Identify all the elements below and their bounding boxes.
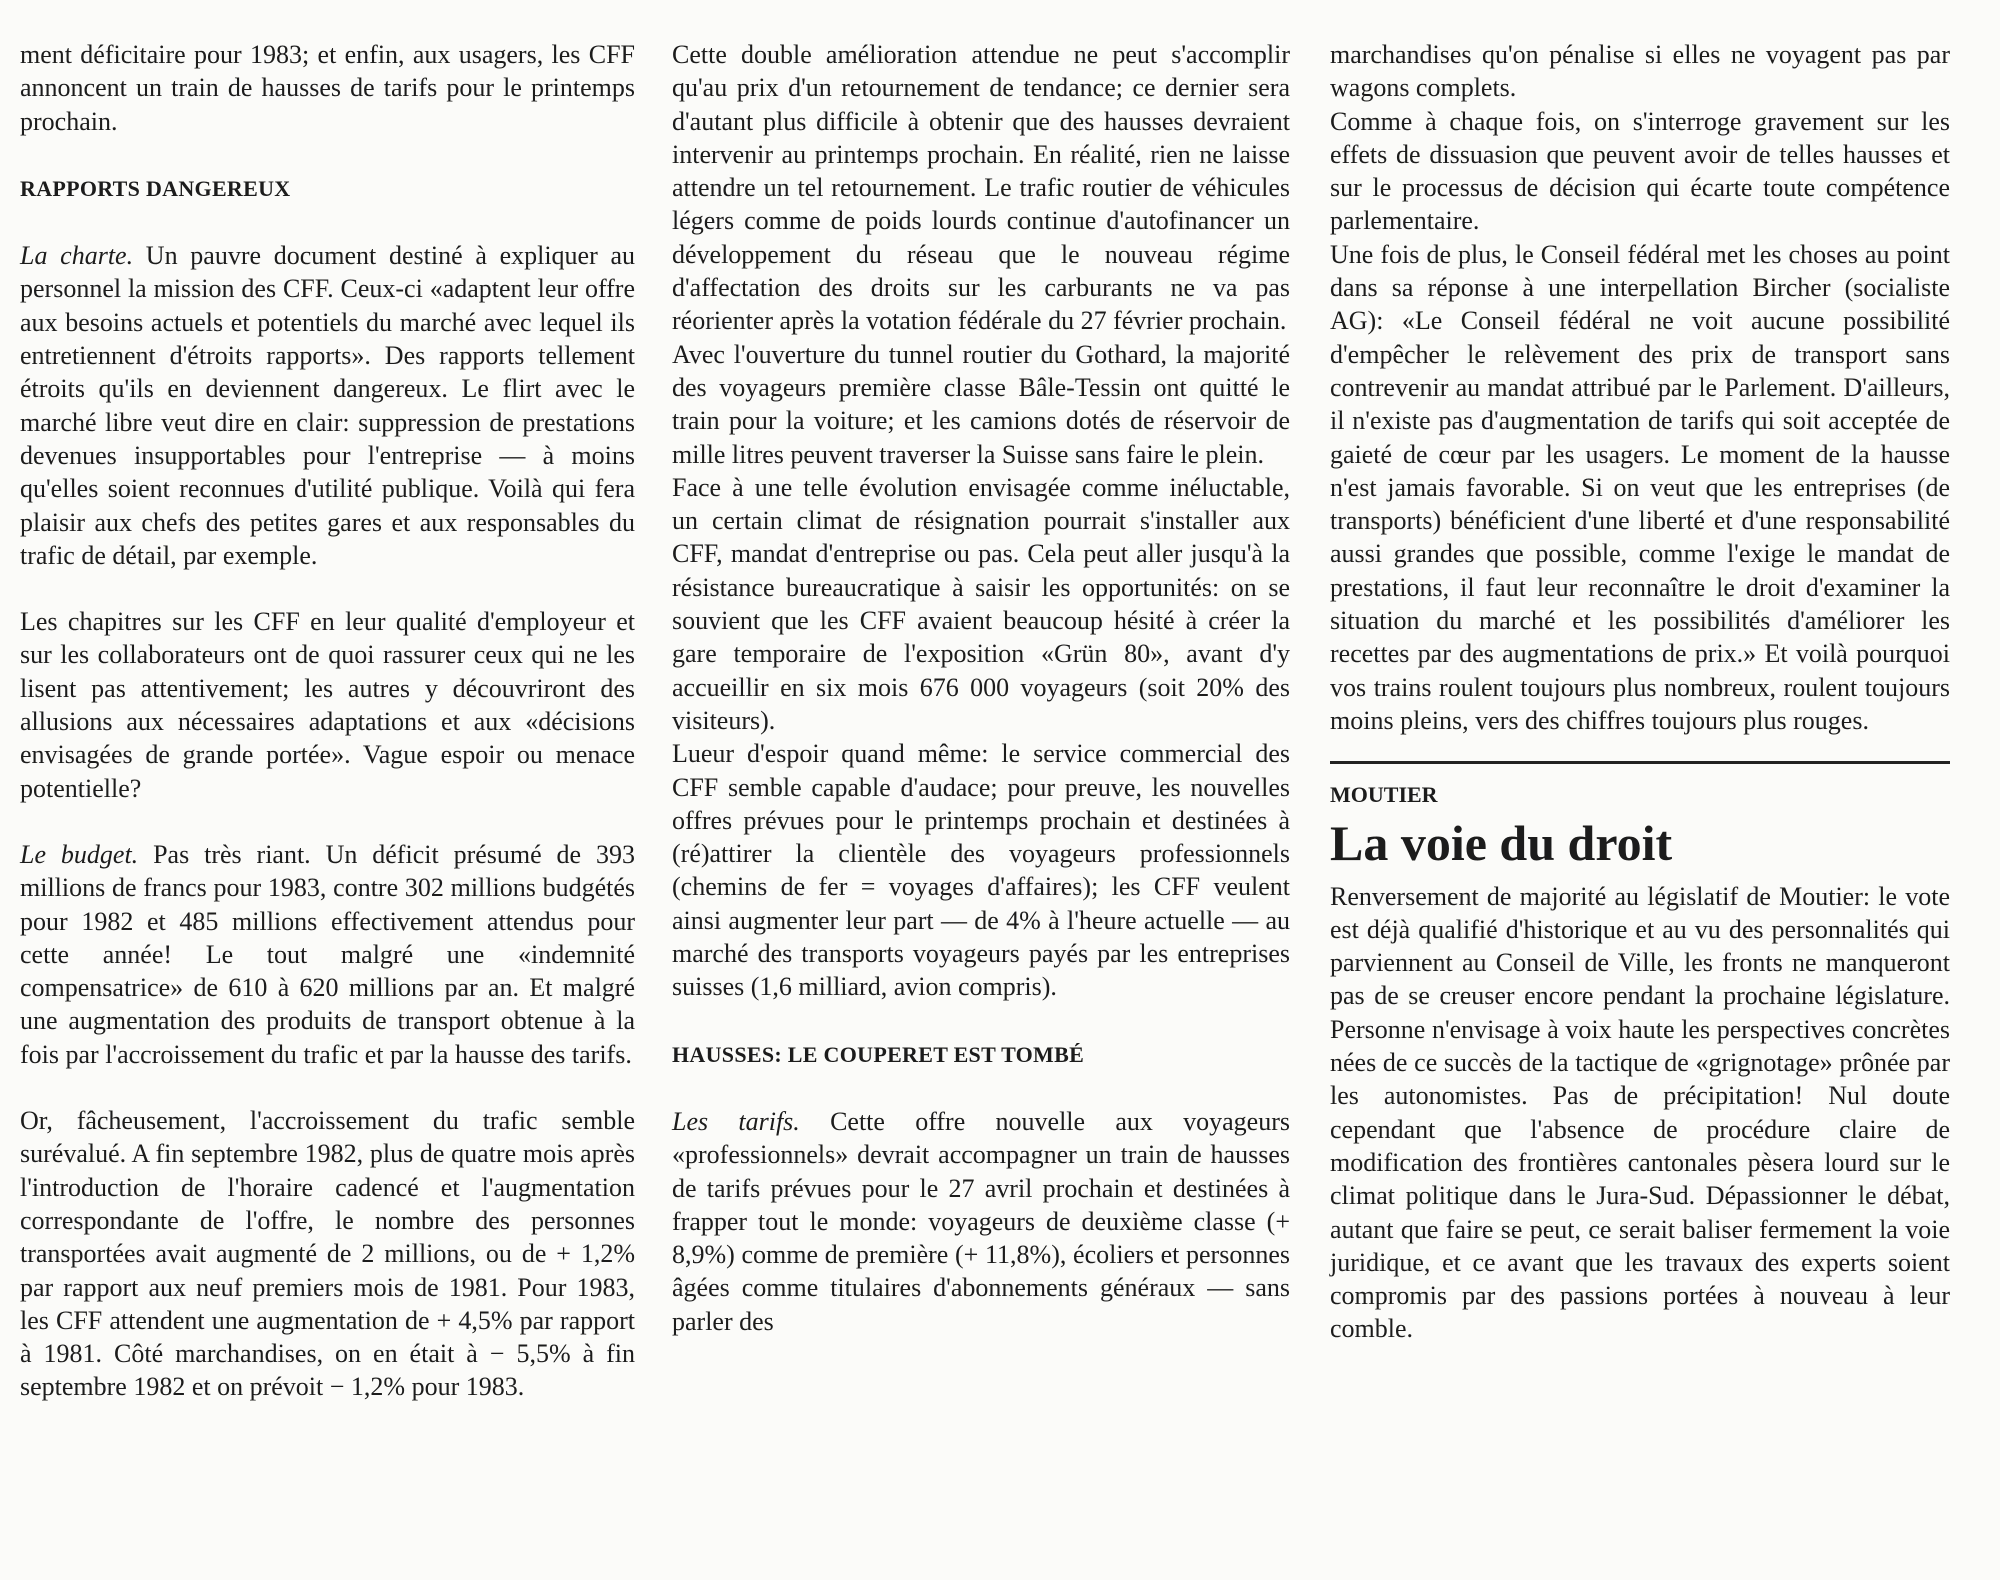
paragraph-budget xyxy=(20,838,635,1071)
text-tarifs: Cette offre nouvelle aux voyageurs «professionnels» devrait accompagner un train de hausses de tarifs prévues pour le 27 avril prochain et destinées à frapper tout le monde: voyageurs de deuxième classe (+ 8,9%) comme de première (+ 11,8%), écoliers et personnes âgées comme titulaires d'abonnements généraux — sans parler des xyxy=(672,1106,1290,1336)
paragraph-lueur: Lueur d'espoir quand même: le service commercial des CFF semble capable d'audace; pour preuve, les nouvelles offres prévues pour le printemps prochain et destinées à (ré)attirer la clientèle des voyageurs professionnels (chemins de fer = voyages d'affaires); les CFF veulent ainsi augmenter leur part — de 4% à l'heure actuelle — au marché des transports voyageurs payés par les entreprises suisses (1,6 milliard, avion compris). xyxy=(672,739,1290,1002)
column-1 xyxy=(20,38,635,1404)
column-2 xyxy=(672,38,1290,1338)
lead-budget: Le budget. xyxy=(20,839,139,869)
text-budget: Pas très riant. Un déficit présumé de 393 millions de francs pour 1983, contre 302 millions budgétés pour 1982 et 485 millions effectivement attendus pour cette année! Le tout malgré une «indemnité compensatrice» de 610 à 620 millions par an. Et malgré une augmentation des produits de transport obtenue à la fois par l'accroissement du trafic et par la hausse des tarifs. xyxy=(20,839,636,1069)
text-charte: Un pauvre document destiné à expliquer au personnel la mission des CFF. Ceux-ci «adaptent leur offre aux besoins actuels et potentiels du marché avec lequel ils entretiennent d'étroits rapports». Des rapports tellement étroits qu'ils en deviennent dangereux. Le flirt avec le marché libre veut dire en clair: suppression de prestations devenues insupportables pour l'entreprise — à moins qu'elles soient reconnues d'utilité publique. Voilà qui fera plaisir aux chefs des petites gares et aux responsables du trafic de détail, par exemple. xyxy=(20,241,635,570)
lead-charte: La charte. xyxy=(20,241,134,271)
column-3 xyxy=(1330,38,1950,1346)
paragraph-unefois: Une fois de plus, le Conseil fédéral met les choses au point dans sa réponse à une interpellation Bircher (socialiste AG): «Le Conseil fédéral ne voit aucune possibilité d'empêcher le relèvement des prix de transport sans contrevenir au mandat attribué par le Parlement. D'ailleurs, il n'existe pas d'augmentation de tarifs qui soit acceptée de gaieté de cœur par les usagers. Le moment de la hausse n'est jamais favorable. Si on veut que les entreprises (de transports) bénéficient d'une liberté et d'une responsabilité aussi grandes que possible, comme l'exige le mandat de prestations, il faut leur reconnaître le droit d'examiner la situation du marché et les possibilités d'améliorer les recettes par des augmentations de prix.» Et voilà pourquoi vos trains roulent toujours plus nombreux, roulent toujours moins pleins, vers des chiffres toujours plus rouges. xyxy=(1330,239,1950,735)
paragraph-moutier: Renversement de majorité au législatif de Moutier: le vote est déjà qualifié d'historique et au vu des personnalités qui parviennent au Conseil de Ville, les fronts ne manqueront pas de se creuser encore pendant la prochaine législature. Personne n'envisage à voix haute les perspectives concrètes nées de ce succès de la tactique de «grignotage» prônée par les autonomistes. Pas de précipitation! Nul doute cependant que l'absence de procédure claire de modification des frontières cantonales pèsera lourd sur le climat politique dans le Jura-Sud. Dépassionner le débat, autant que faire se peut, ce serait baliser fermement la voie juridique, et ce avant que les travaux des experts soient compromis par des passions portées à nouveau à leur comble. xyxy=(1330,881,1950,1344)
paragraph-double: Cette double amélioration attendue ne peut s'accomplir qu'au prix d'un retournement de tendance; ce dernier sera d'autant plus difficile à obtenir que des hausses devraient intervenir au printemps prochain. En réalité, rien ne laisse attendre un tel retournement. Le trafic routier de véhicules légers comme de poids lourds continue d'autofinancer un développement du réseau que le nouveau régime d'affectation des droits sur les carburants ne va pas réorienter après la votation fédérale du 27 février prochain. xyxy=(672,40,1290,336)
kicker-moutier: MOUTIER xyxy=(1330,782,1438,808)
paragraph-evolution: Face à une telle évolution envisagée comme inéluctable, un certain climat de résignation pourrait s'installer aux CFF, mandat d'entreprise ou pas. Cela peut aller jusqu'à la résistance bureaucratique à saisir les opportunités: on se souvient que les CFF avaient beaucoup hésité à créer la gare temporaire de l'exposition «Grün 80», avant d'y accueillir en six mois 676 000 voyageurs (soit 20% des visiteurs). xyxy=(672,472,1290,735)
section-heading-hausses: HAUSSES: LE COUPERET EST TOMBÉ xyxy=(672,1041,1085,1067)
section-divider xyxy=(1330,761,1950,764)
headline: La voie du droit xyxy=(1330,814,1673,871)
paragraph-tarifs xyxy=(672,1105,1290,1338)
section-heading-rapports: RAPPORTS DANGEREUX xyxy=(20,175,291,201)
paragraph-chapitres: Les chapitres sur les CFF en leur qualité d'employeur et sur les collaborateurs ont de quoi rassurer ceux qui ne les lisent pas attentivement; les autres y découvriront des allusions aux nécessaires adaptations et aux «décisions envisagées de grande portée». Vague espoir ou menace potentielle? xyxy=(20,607,635,803)
paragraph-marchandises: marchandises qu'on pénalise si elles ne voyagent pas par wagons complets. xyxy=(1330,40,1950,103)
paragraph-comme: Comme à chaque fois, on s'interroge gravement sur les effets de dissuasion que peuvent avoir de telles hausses et sur le processus de décision qui écarte toute compétence parlementaire. xyxy=(1330,106,1950,236)
paragraph-gothard: Avec l'ouverture du tunnel routier du Gothard, la majorité des voyageurs première classe Bâle-Tessin ont quitté le train pour la voiture; et les camions dotés de réservoir de mille litres peuvent traverser la Suisse sans faire le plein. xyxy=(672,339,1290,469)
paragraph-intro: ment déficitaire pour 1983; et enfin, aux usagers, les CFF annoncent un train de hausses de tarifs pour le printemps prochain. xyxy=(20,40,635,136)
paragraph-charte xyxy=(20,239,635,572)
paragraph-or: Or, fâcheusement, l'accroissement du trafic semble surévalué. A fin septembre 1982, plus de quatre mois après l'introduction de l'horaire cadencé et l'augmentation correspondante de l'offre, le nombre des personnes transportées avait augmenté de 2 millions, ou de + 1,2% par rapport aux neuf premiers mois de 1981. Pour 1983, les CFF attendent une augmentation de + 4,5% par rapport à 1981. Côté marchandises, on en était à − 5,5% à fin septembre 1982 et on prévoit − 1,2% pour 1983. xyxy=(20,1106,635,1402)
lead-tarifs: Les tarifs. xyxy=(672,1106,800,1136)
